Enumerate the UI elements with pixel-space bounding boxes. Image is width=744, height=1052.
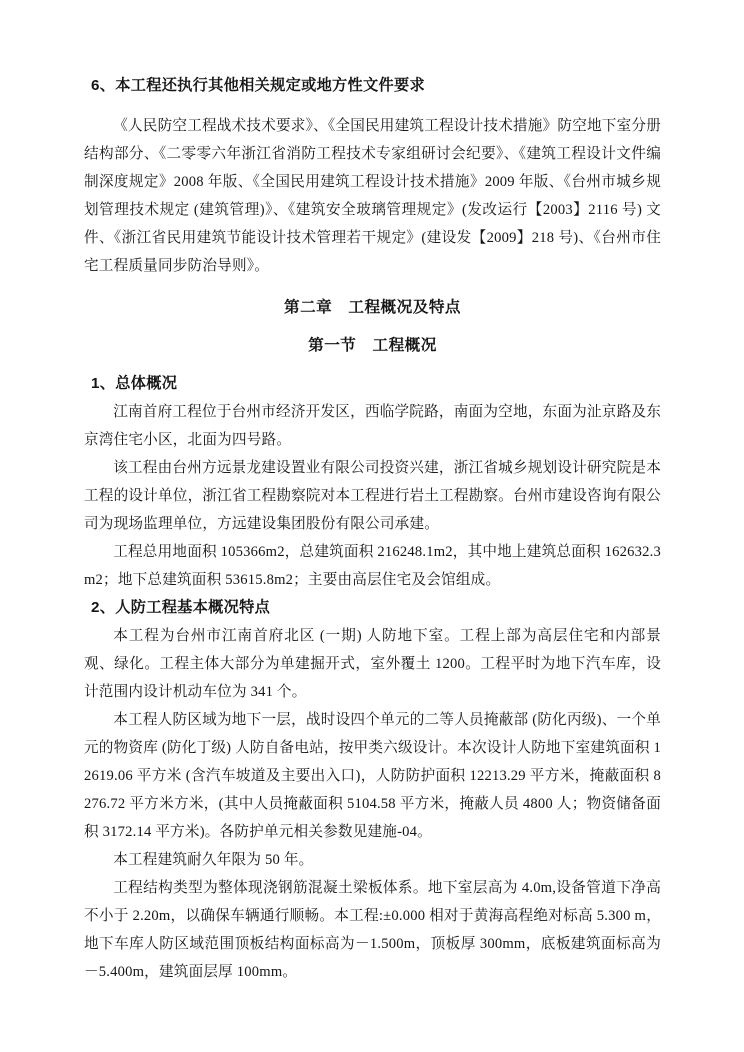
heading-overall-overview: 1、总体概况: [91, 375, 178, 392]
para-regulations: 《人民防空工程战术技术要求》、《全国民用建筑工程设计技术措施》防空地下室分册结构部分、《二零零六年浙江省消防工程技术专家组研讨会纪要》、《建筑工程设计文件编制深度规定》2008 年版、《全国民用建筑工程设计技术措施》2009 年版、《台州市城乡规划管理技术规定 (建筑管理)》、《建筑安全玻璃管理规定》(发改运行【2003】2116 号) 文件、《浙江省民用建筑节能设计技术管理若干规定》(建设发【2009】218 号)、《台州市住宅工程质量同步防治导则》。: [84, 118, 661, 274]
chapter-heading: 第二章 工程概况及特点: [283, 299, 462, 316]
para-building-durability: 本工程建筑耐久年限为 50 年。: [113, 852, 314, 868]
para-project-areas: 工程总用地面积 105366m2，总建筑面积 216248.1m2，其中地上建筑总面积 162632.3m2；地下总建筑面积 53615.8m2；主要由高层住宅及会馆组成。: [84, 544, 661, 588]
section-heading: 第一节 工程概况: [308, 337, 437, 354]
para-project-builders: 该工程由台州方远景龙建设置业有限公司投资兴建，浙江省城乡规划设计研究院是本工程的设计单位，浙江省工程勘察院对本工程进行岩土工程勘察。台州市建设咨询有限公司为现场监理单位，方远建设集团股份有限公司承建。: [84, 460, 661, 532]
para-civil-defense-units: 本工程人防区域为地下一层，战时设四个单元的二等人员掩蔽部 (防化丙级)、一个单元的物资库 (防化丁级) 人防自备电站，按甲类六级设计。本次设计人防地下室建筑面积 12619.06 平方米 (含汽车坡道及主要出入口)，人防防护面积 12213.29 平方米，掩蔽面积 8276.72 平方米方米，(其中人员掩蔽面积 5104.58 平方米，掩蔽人员 4800 人；物资储备面积 3172.14 平方米)。各防护单元相关参数见建施-04。: [84, 712, 661, 840]
para-project-location: 江南首府工程位于台州市经济开发区，西临学院路，南面为空地，东面为沚京路及东京湾住宅小区，北面为四号路。: [84, 404, 661, 448]
para-civil-defense-overview: 本工程为台州市江南首府北区 (一期) 人防地下室。工程上部为高层住宅和内部景观、绿化。工程主体大部分为单建掘开式，室外覆土 1200。工程平时为地下汽车库，设计范围内设计机动车位为 341 个。: [84, 628, 661, 700]
heading-other-regulations: 6、本工程还执行其他相关规定或地方性文件要求: [91, 77, 425, 94]
heading-civil-defense-overview: 2、人防工程基本概况特点: [91, 599, 271, 616]
document-content: [84, 72, 661, 986]
para-structure-type: 工程结构类型为整体现浇钢筋混凝土梁板体系。地下室层高为 4.0m,设备管道下净高不小于 2.20m，以确保车辆通行顺畅。本工程:±0.000 相对于黄海高程绝对标高 5.300 m，地下车库人防区域范围顶板结构面标高为－1.500m，顶板厚 300mm，底板建筑面标高为－5.400m，建筑面层厚 100mm。: [84, 880, 661, 980]
